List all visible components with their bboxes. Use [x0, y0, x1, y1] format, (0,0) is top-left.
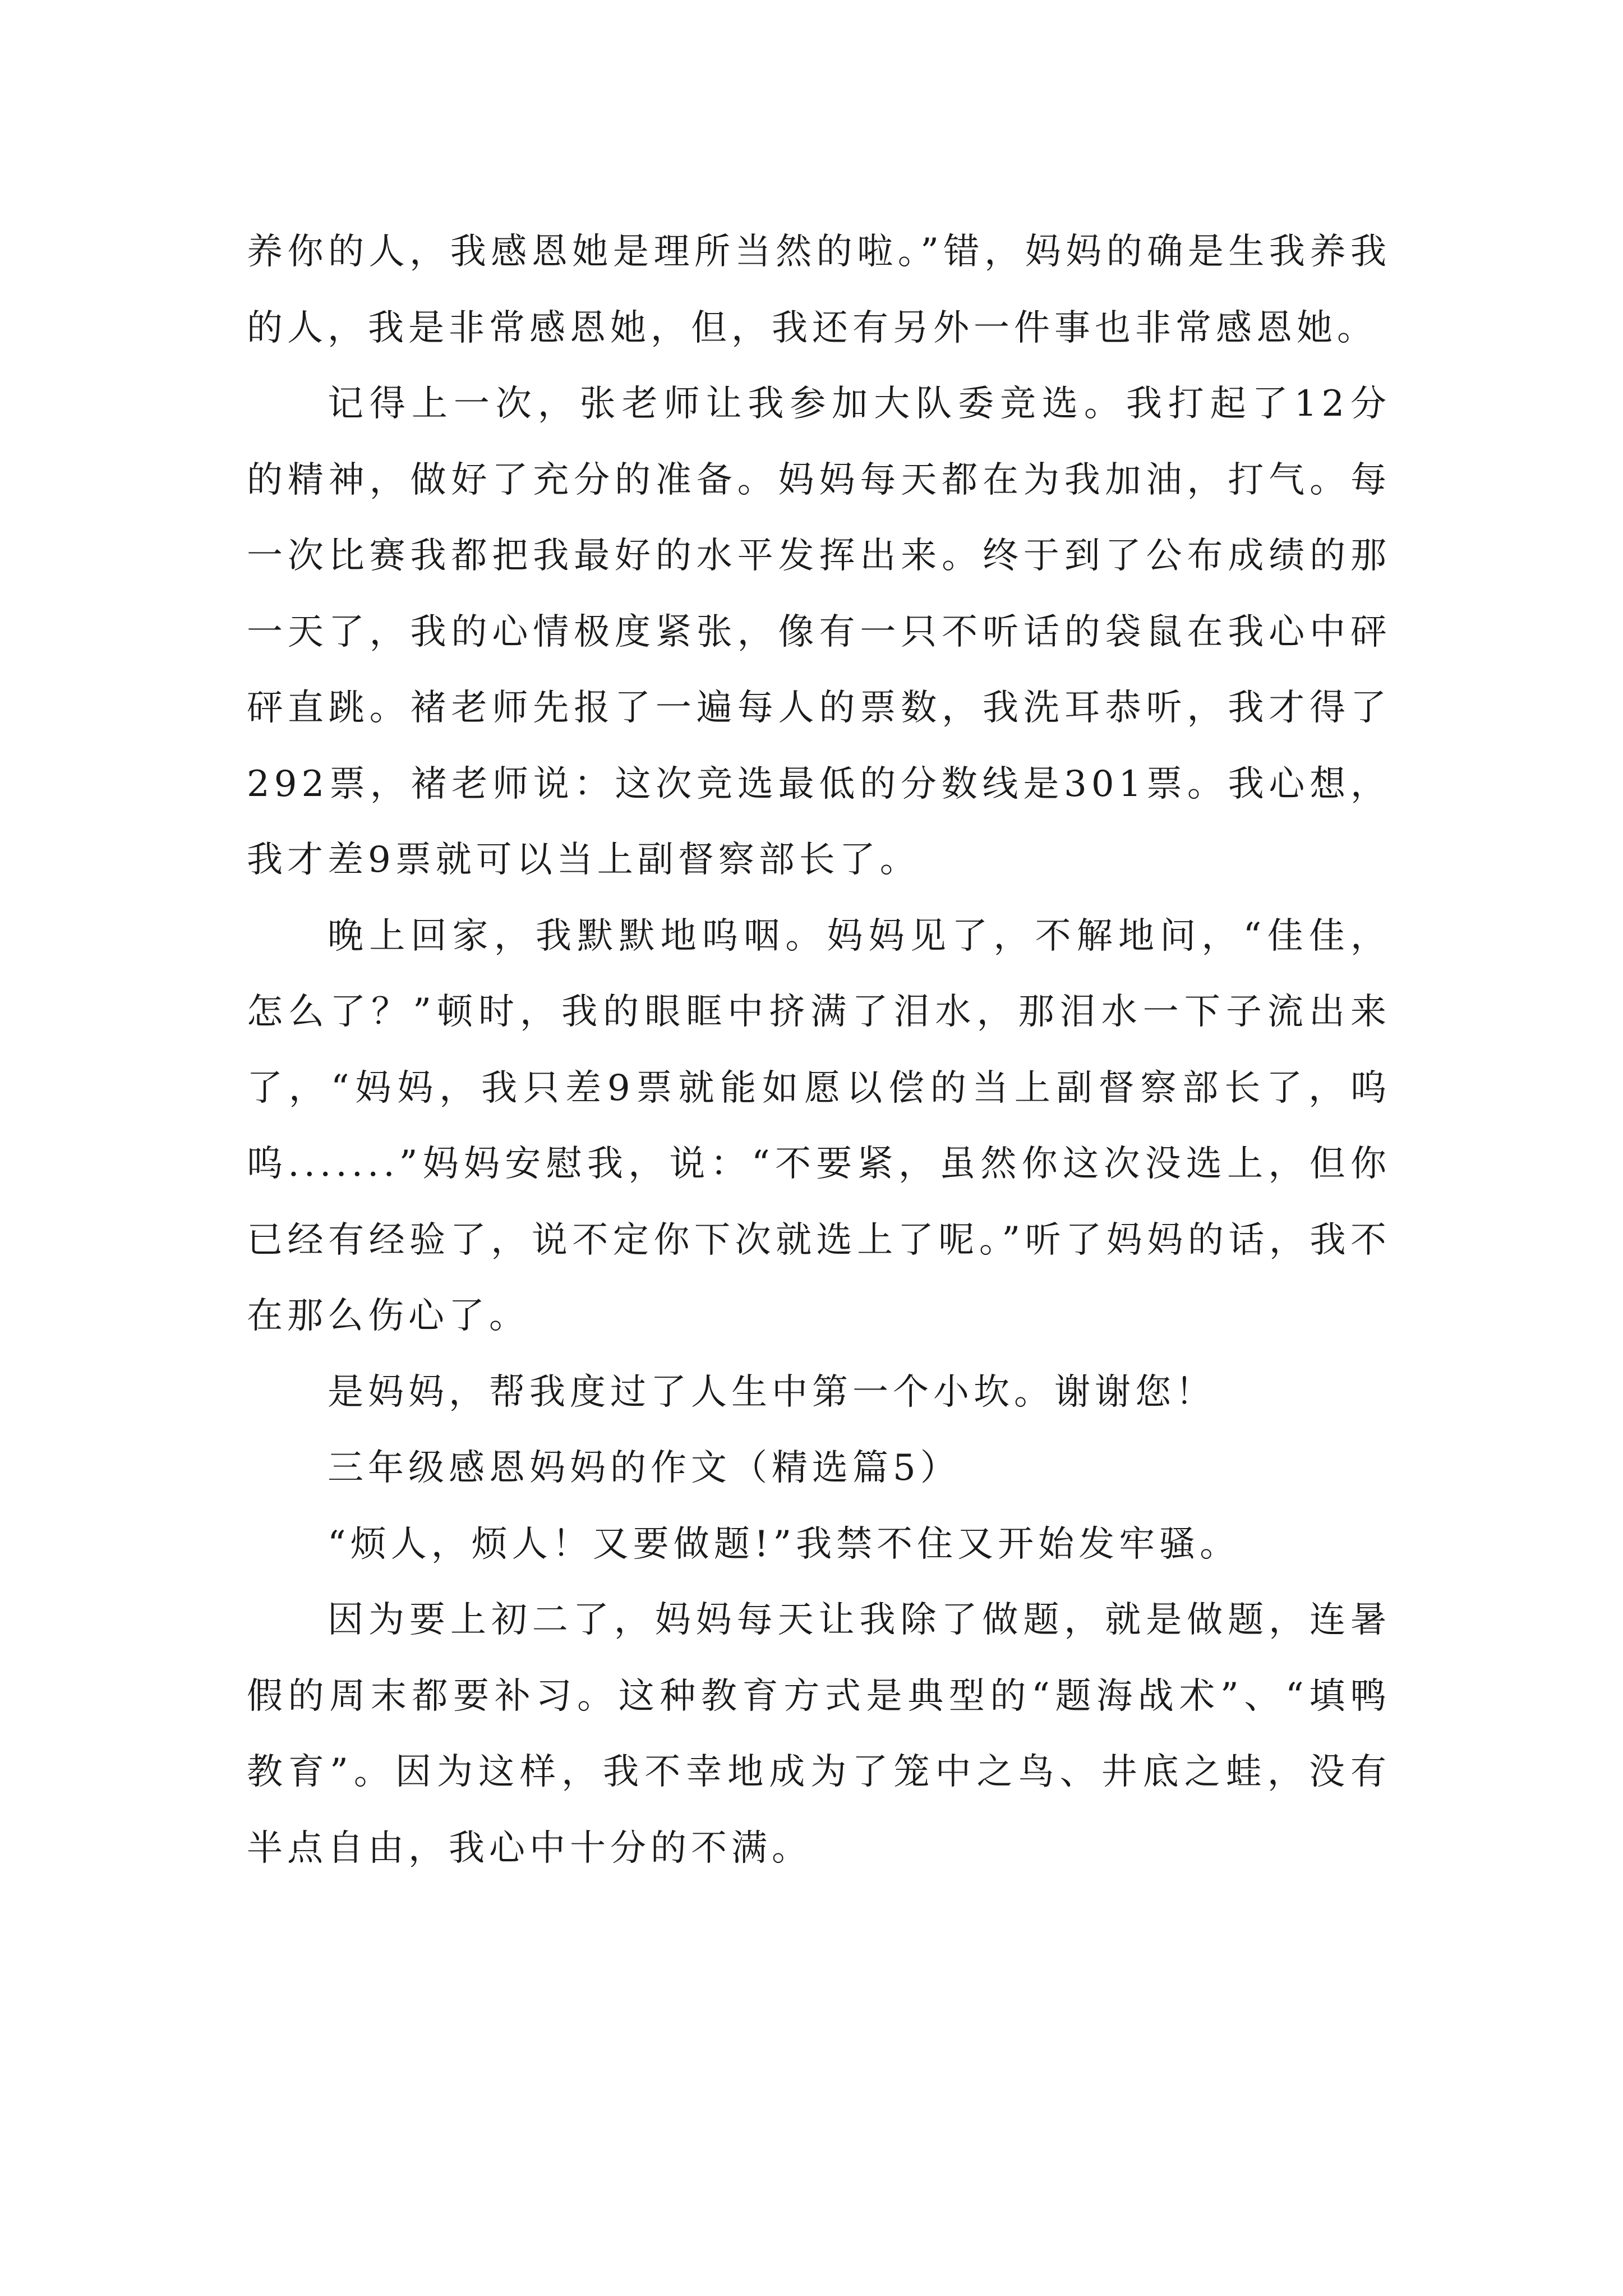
paragraph-election-story: 记得上一次，张老师让我参加大队委竞选。我打起了12分的精神，做好了充分的准备。妈妈每天都在为我加油，打气。每一次比赛我都把我最好的水平发挥出来。终于到了公布成绩的那一天了，我的心情极度紧张，像有一只不听话的袋鼠在我心中砰砰直跳。褚老师先报了一遍每人的票数，我洗耳恭听，我才得了292票，褚老师说：这次竞选最低的分数线是301票。我心想，我才差9票就可以当上副督察部长了。: [247, 383, 1391, 881]
section-heading: 三年级感恩妈妈的作文（精选篇5）: [328, 1447, 961, 1489]
paragraph-comfort: 晚上回家，我默默地呜咽。妈妈见了，不解地问，“佳佳，怎么了？”顿时，我的眼眶中挤满了泪水，那泪水一下子流出来了，“妈妈，我只差9票就能如愿以偿的当上副督察部长了，呜呜.......”妈妈安慰我，说：“不要紧，虽然你这次没选上，但你已经有经验了，说不定你下次就选上了呢。”听了妈妈的话，我不在那么伤心了。: [247, 915, 1391, 1337]
paragraph-complaint: “烦人，烦人！又要做题!”我禁不住又开始发牢骚。: [328, 1523, 1241, 1565]
paragraph-continuation: 养你的人，我感恩她是理所当然的啦。”错，妈妈的确是生我养我的人，我是非常感恩她，但，我还有另外一件事也非常感恩她。: [247, 231, 1391, 349]
document-body: [247, 214, 1391, 1887]
paragraph-education: 因为要上初二了，妈妈每天让我除了做题，就是做题，连暑假的周末都要补习。这种教育方式是典型的“题海战术”、“填鸭教育”。因为这样，我不幸地成为了笼中之鸟、井底之蛙，没有半点自由，我心中十分的不满。: [247, 1599, 1391, 1869]
paragraph-thanks: 是妈妈，帮我度过了人生中第一个小坎。谢谢您！: [328, 1371, 1216, 1413]
